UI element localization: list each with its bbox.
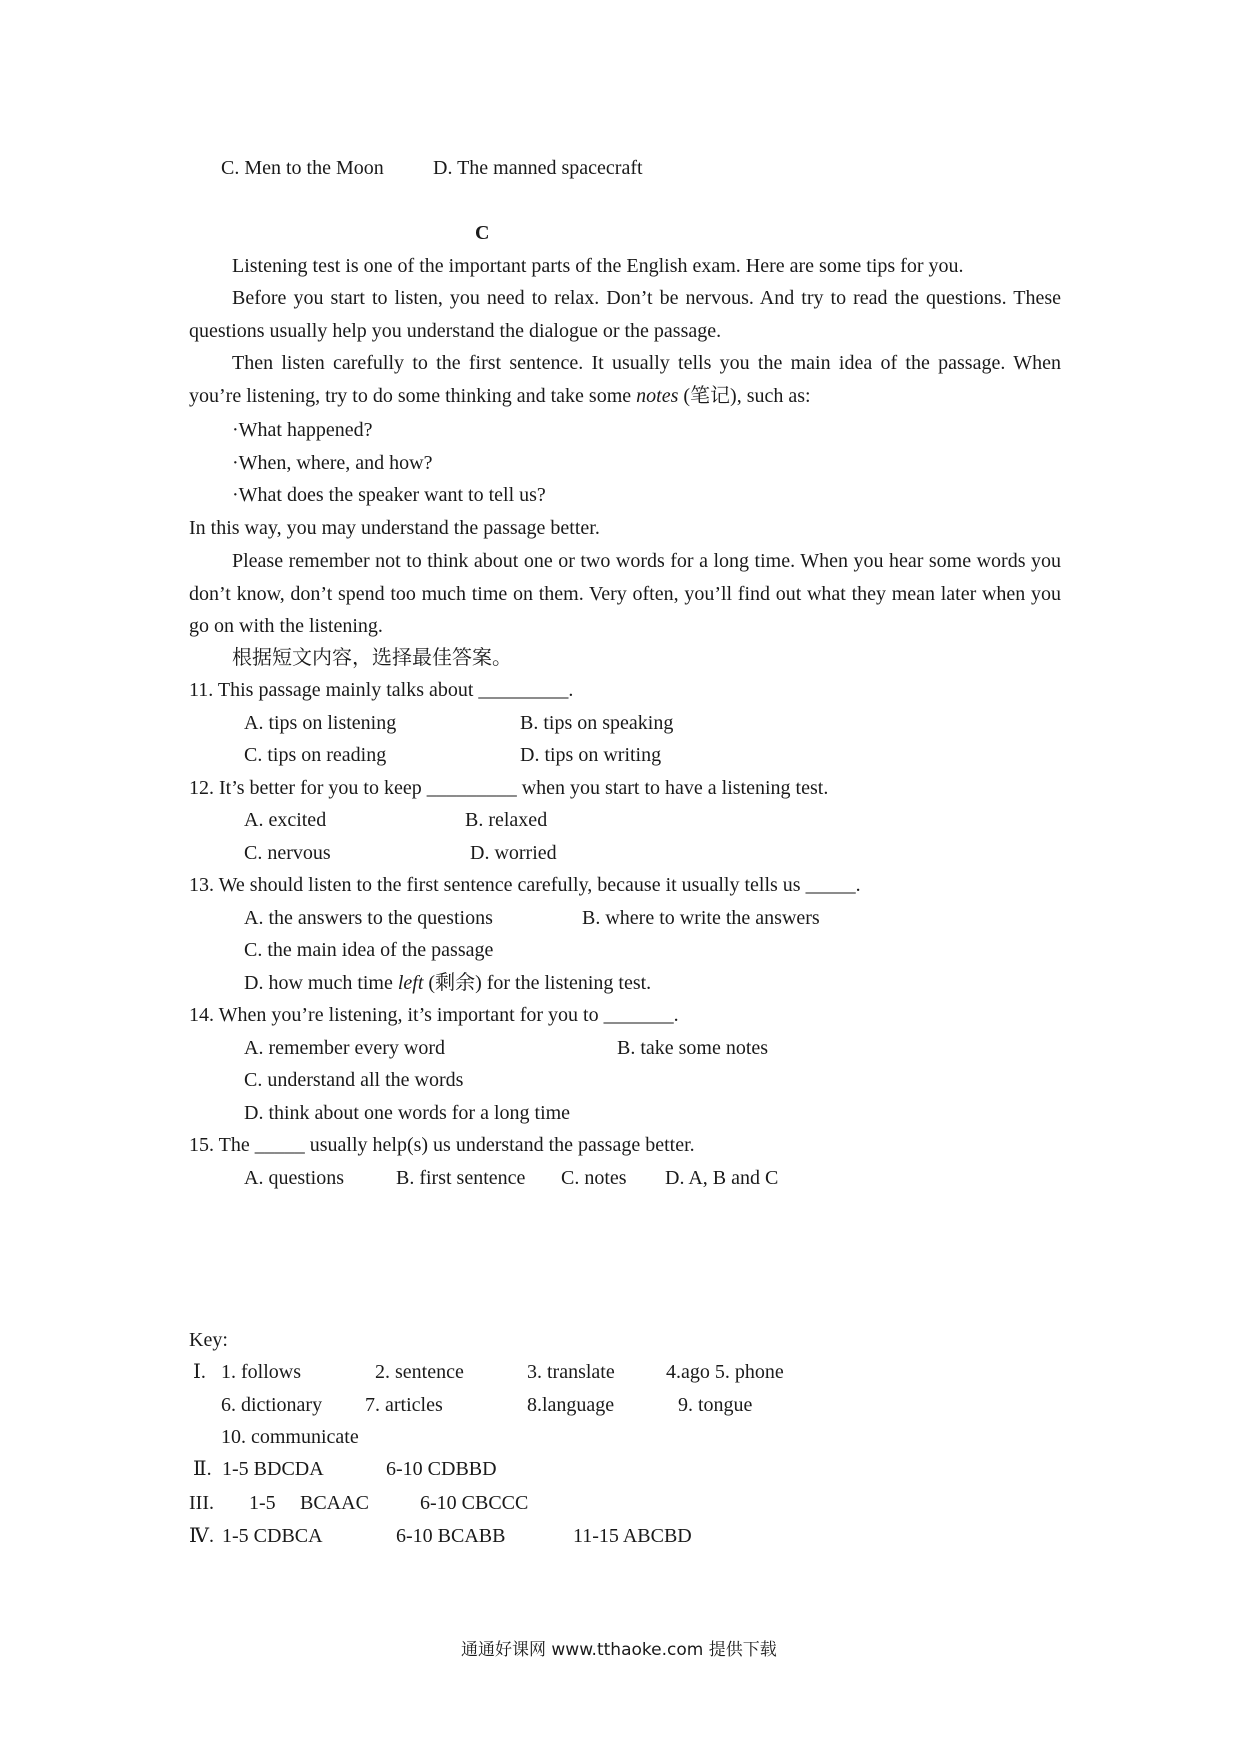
key-1-item: 6. dictionary xyxy=(221,1394,323,1416)
key-section-4-number: Ⅳ. xyxy=(189,1525,214,1547)
key-section-2-number: Ⅱ. xyxy=(193,1458,212,1480)
question-11-option-a: A. tips on listening xyxy=(244,712,397,734)
question-14-option-b: B. take some notes xyxy=(617,1037,769,1059)
key-label: Key: xyxy=(189,1329,228,1351)
key-4-part: 11-15 ABCBD xyxy=(573,1525,692,1547)
question-15-option-c: C. notes xyxy=(561,1167,627,1189)
bullet-speaker-message: ·What does the speaker want to tell us? xyxy=(232,484,546,506)
passage-paragraph-5: Please remember not to think about one or two words for a long time. When you hear some words you don’t know, don’t spend too much time on them. Very often, you’ll find out what they mean later when you go on with the listening. xyxy=(189,550,1061,637)
key-3-part: 6-10 CBCCC xyxy=(420,1492,529,1514)
instruction-text: 根据短文内容，选择最佳答案。 xyxy=(232,647,512,669)
key-4-part: 1-5 CDBCA xyxy=(222,1525,323,1547)
key-3-part: 1-5 xyxy=(249,1492,276,1514)
key-4-part: 6-10 BCABB xyxy=(396,1525,506,1547)
question-15-stem: 15. The _____ usually help(s) us understand the passage better. xyxy=(189,1134,695,1156)
key-1-item: 8.language xyxy=(527,1394,615,1416)
top-option-d: D. The manned spacecraft xyxy=(433,157,643,179)
key-1-item: 4.ago 5. phone xyxy=(666,1361,784,1383)
question-11-option-d: D. tips on writing xyxy=(520,744,662,766)
key-1-item: 2. sentence xyxy=(375,1361,464,1383)
key-1-item: 7. articles xyxy=(365,1394,443,1416)
question-15-option-a: A. questions xyxy=(244,1167,344,1189)
question-13-option-d: D. how much time left (剩余) for the listening test. xyxy=(244,972,652,994)
left-word: left xyxy=(397,972,424,994)
key-3-part: BCAAC xyxy=(300,1492,369,1514)
notes-word: notes xyxy=(636,384,679,407)
question-11-stem: 11. This passage mainly talks about _________. xyxy=(189,679,574,701)
question-15-option-d: D. A, B and C xyxy=(665,1167,779,1189)
key-section-3-number: III. xyxy=(189,1492,214,1514)
question-12-option-a: A. excited xyxy=(244,809,327,831)
bullet-what-happened: ·What happened? xyxy=(232,419,373,441)
passage-paragraph-2: Before you start to listen, you need to relax. Don’t be nervous. And try to read the questions. These questions usually help you understand the dialogue or the passage. xyxy=(189,287,1061,342)
key-2-part: 1-5 BDCDA xyxy=(222,1458,324,1480)
question-15-option-b: B. first sentence xyxy=(396,1167,526,1189)
question-13-option-b: B. where to write the answers xyxy=(582,907,820,929)
question-14-option-d: D. think about one words for a long time xyxy=(244,1102,571,1124)
key-1-item: 3. translate xyxy=(527,1361,615,1383)
question-13-option-a: A. the answers to the questions xyxy=(244,907,493,929)
bullet-when-where-how: ·When, where, and how? xyxy=(232,452,433,474)
question-13-stem: 13. We should listen to the first sentence carefully, because it usually tells us _____. xyxy=(189,874,861,896)
question-12-option-d: D. worried xyxy=(470,842,557,864)
question-14-option-a: A. remember every word xyxy=(244,1037,446,1059)
question-13-option-c: C. the main idea of the passage xyxy=(244,939,494,961)
section-title: C xyxy=(475,222,490,244)
question-12-stem: 12. It’s better for you to keep _________ when you start to have a listening test. xyxy=(189,777,829,799)
question-12-option-b: B. relaxed xyxy=(465,809,548,831)
key-section-1-number: Ⅰ. xyxy=(193,1361,206,1383)
key-1-item: 9. tongue xyxy=(678,1394,753,1416)
passage-paragraph-1: Listening test is one of the important parts of the English exam. Here are some tips for you. xyxy=(232,255,964,277)
question-14-option-c: C. understand all the words xyxy=(244,1069,464,1091)
passage-paragraph-4: In this way, you may understand the passage better. xyxy=(189,517,600,539)
question-14-stem: 14. When you’re listening, it’s important for you to _______. xyxy=(189,1004,679,1026)
question-12-option-c: C. nervous xyxy=(244,842,331,864)
footer-text: 通通好课网 www.tthaoke.com 提供下载 xyxy=(461,1640,777,1660)
key-1-item: 1. follows xyxy=(221,1361,301,1383)
question-11-option-b: B. tips on speaking xyxy=(520,712,674,734)
top-option-c: C. Men to the Moon xyxy=(221,157,384,179)
question-11-option-c: C. tips on reading xyxy=(244,744,387,766)
key-2-part: 6-10 CDBBD xyxy=(386,1458,497,1480)
passage-paragraph-3: Then listen carefully to the first sentence. It usually tells you the main idea of the passage. When you’re listening, try to do some thinking and take some notes (笔记), such as: xyxy=(189,352,1061,407)
key-1-item: 10. communicate xyxy=(221,1426,359,1448)
